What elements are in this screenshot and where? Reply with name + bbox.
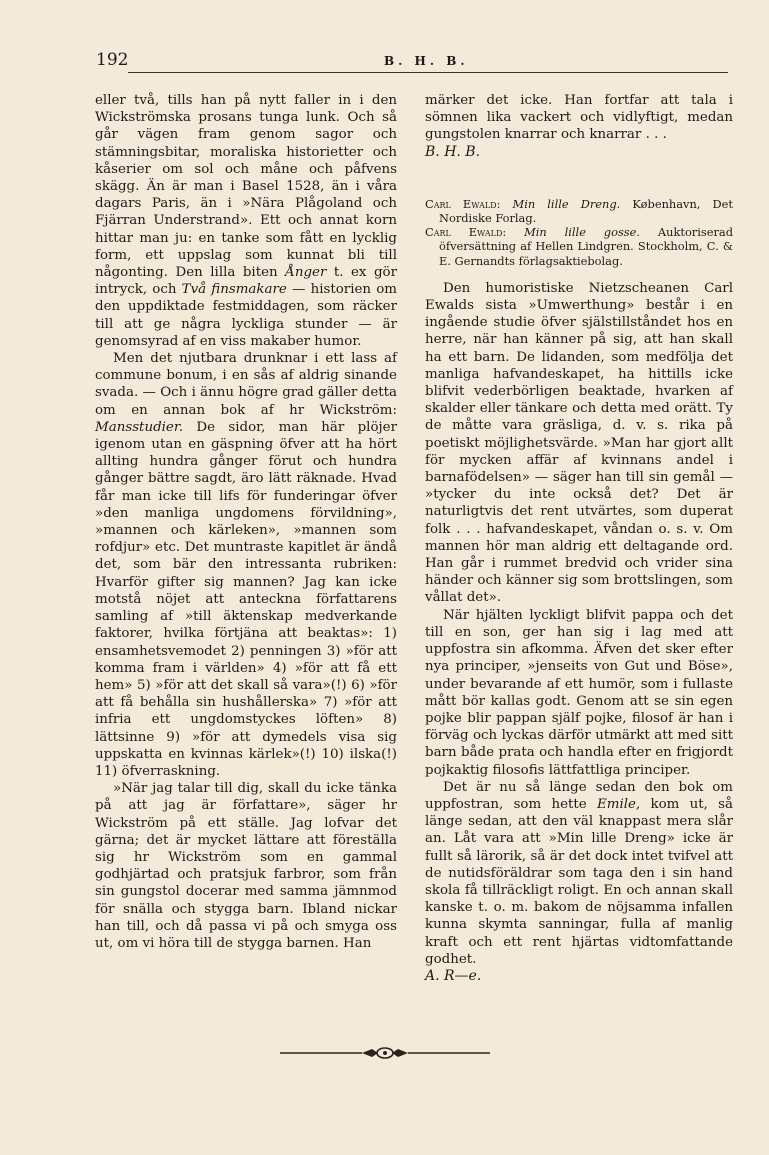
text: eller två, tills han på nytt faller in i den Wickströmska prosans tunga lunk. Och så går vägen fram genom sagor och stämningsbitar, moraliska historietter och kåserier om sol och måne och påfvens skägg. Än är man i Basel 1528, än i våra dagars Paris, än i »Nära Plågoland och Fjärran Understrand». Ett och annat korn hittar man ju: en tanke som fått en lycklig form, ett uppslag som kunnat bli till någonting. Den lilla biten <box>95 93 397 281</box>
ornament-rule-icon <box>280 1046 490 1060</box>
signature-bhb: B. H. B. <box>425 143 481 160</box>
left-column <box>95 92 397 952</box>
text: t. ex gör intryck, och <box>95 265 397 298</box>
ref-author: Carl Ewald: <box>425 225 507 240</box>
title-emile: Emile, <box>596 796 641 812</box>
right-paragraph-4 <box>425 779 733 968</box>
ref-author: Carl Ewald: <box>425 196 501 211</box>
ref-title: Min lille Dreng. <box>512 196 621 211</box>
ref-title: Min lille gosse. <box>524 225 641 240</box>
ref-publisher: København, Det Nordiske Forlag. <box>439 196 733 226</box>
signature-are: A. R—e. <box>425 967 482 984</box>
text: kom ut, så länge sedan, att den väl knappast mera slår an. Låt vara att »Min lille Dreng» icke är fullt så lärorik, så är det dock intet tvifvel att de nutidsföräldrar som taga den i sin hand skola få tillräckligt roligt. En och annan skall kanske t. o. m. bakom de nöjsamma infallen kunna skymta sanningar, fulla af manlig kraft och ett rent hjärtas vidtomfattande godhet. <box>425 796 733 967</box>
right-paragraph-1: märker det icke. Han fortfar att tala i sömnen lika vackert och vidlyftigt, medan gungstolen knarrar och knarrar . . . <box>425 93 733 143</box>
title-anger: Ånger <box>285 265 327 281</box>
page-number: 192 <box>96 50 129 70</box>
right-column <box>425 92 733 985</box>
reference-1 <box>425 197 733 225</box>
header-rule <box>128 72 728 73</box>
title-tva-finsmakare: Två finsmakare <box>181 282 287 298</box>
title-mansstudier: Mansstudier. <box>95 419 184 435</box>
left-paragraph-3: »När jag talar till dig, skall du icke tänka på att jag är författare», säger hr Wickström på ett ställe. Jag lofvar det gärna; det är mycket lättare att föreställa sig hr Wickström som en gammal godhjärtad och pratsjuk farbror, som från sin gungstol docerar med samma jämnmod för snälla och stygga barn. Ibland nickar han till, och då passa vi på och smyga oss ut, om vi höra till de stygga barnen. Han <box>95 781 397 951</box>
text: De sidor, man här plöjer igenom utan en gäspning öfver att ha hört allting hundra gånger förut och hundra gånger bättre sagdt, äro lätt räknade. Hvad får man icke till lifs för funderingar öfver »den manliga ungdomens förvildning», »mannen och kärleken», »mannen som rofdjur» etc. Det muntraste kapitlet är ändå det, som bär den intressanta rubriken: Hvarför gifter sig mannen? Jag kan icke motstå nöjet att anteckna författarens samling af »till äktenskap medverkande faktorer, hvilka förtjäna att beaktas»: 1) ensamhetsvemodet 2) penningen 3) »för att komma fram i världen» 4) »för att få ett hem» 5) »för att det skall så vara»(!) 6) »för att få behålla sin hushållerska» 7) »för att infria ett ungdomstyckes löften» 8) lättsinne 9) »för att dymedels visa sig uppskatta en kvinnas kärlek»(!) 10) ilska(!) 11) öfverraskning. <box>95 419 397 779</box>
reference-2 <box>425 225 733 268</box>
left-paragraph-2 <box>95 350 397 780</box>
ref-publisher: Auktoriserad öfversättning af Hellen Lindgren. Stockholm, C. & E. Gernandts förlagsaktiebolag. <box>439 225 734 268</box>
running-title: B. H. B. <box>384 54 469 68</box>
left-paragraph-1 <box>95 92 397 350</box>
text: Men det njutbara drunknar i ett lass af commune bonum, i en sås af aldrig sinande svada. — Och i ännu högre grad gäller detta om en annan bok af hr Wickström: <box>95 351 397 418</box>
text: — historien om den uppdiktade festmiddagen, som räcker till att ge några lyckliga stunder — är genomsyrad af en viss makaber humor. <box>95 282 397 349</box>
right-paragraph-3: När hjälten lyckligt blifvit pappa och det till en son, ger han sig i lag med att uppfostra sin afkomma. Äfven det sker efter nya principer, »jenseits von Gut und Böse», under bevarande af ett humör, som i fullaste mått bör kallas godt. Genom att se sin egen pojke blir pappan själf pojke, filosof är han i förväg och lyckas därför utmärkt att med sitt barn både prata och handla efter en frigjordt pojkaktig filosofis lättfattliga principer. <box>425 607 733 778</box>
right-paragraph-2: Den humoristiske Nietzscheanen Carl Ewalds sista »Umwerthung» består i en ingående studie öfver själstillståndet hos en herre, när han känner på sig, att han skall ha ett barn. De lidanden, som medfölja det manliga hafvandeskapet, ha hittills icke blifvit vederbörligen beaktade, hvarken af skalder eller tänkare och detta med orätt. Ty de måtte vara gräsliga, d. v. s. rika på poetiskt möjlighetsvärde. »Man har gjort allt för mycken affär af kvinnans andel i barnafödelsen» — säger han till sin gemål — »tycker du inte också det? Det är naturligtvis det rent utvärtes, som duperat folk . . . hafvandeskapet, våndan o. s. v. Om mannen hör man aldrig ett deltagande ord. Han går i rummet bredvid och vrider sina händer och känner sig som brottslingen, som vållat det». <box>425 280 733 606</box>
bibliography <box>425 197 733 268</box>
spacer <box>425 268 733 280</box>
text: Det är nu så länge sedan den bok om uppfostran, som hette <box>425 779 733 812</box>
